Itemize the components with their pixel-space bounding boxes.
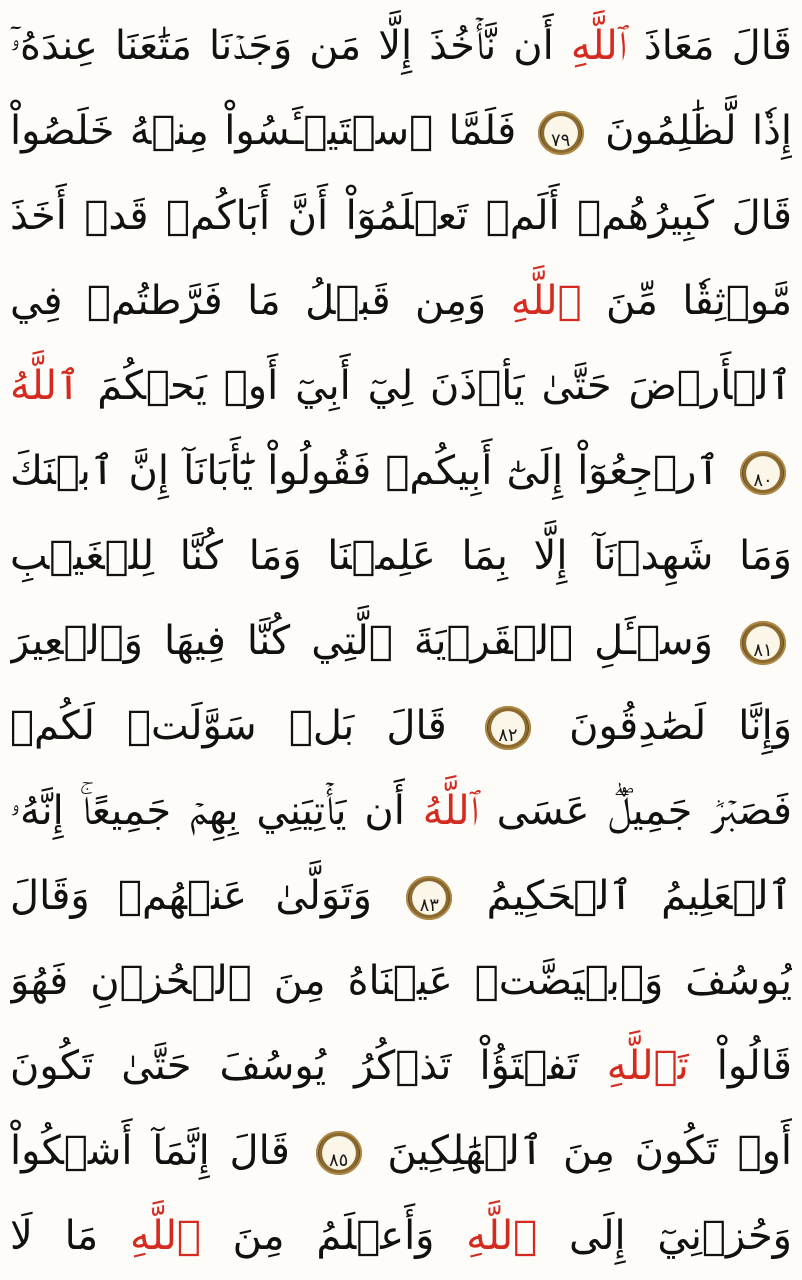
ayah-end-marker-icon	[406, 876, 452, 920]
verse-text: وَمِن قَبۡلُ مَا فَرَّطتُمۡ فِي	[10, 278, 487, 324]
verse-text: ٱلۡأَرۡضَ حَتَّىٰ يَأۡذَنَ لِيٓ أَبِيٓ أَوۡ يَحۡكُمَ	[80, 363, 792, 409]
divine-name-text: ٱللَّهِ	[510, 278, 582, 324]
text-line	[10, 514, 792, 599]
text-line	[10, 174, 792, 259]
verse-text: وَحُزۡنِيٓ إِلَى	[537, 1213, 792, 1259]
ayah-number: ٨٠	[753, 470, 773, 491]
verse-text: وَمَا شَهِدۡنَآ إِلَّا بِمَا عَلِمۡنَا وَمَا كُنَّا لِلۡغَيۡبِ	[10, 533, 792, 579]
verse-text: قَالَ مَعَاذَ	[626, 23, 792, 69]
text-line	[10, 939, 792, 1024]
ayah-number: ٨٣	[419, 895, 439, 916]
verse-text: ٱرۡجِعُوٓاْ إِلَىٰٓ أَبِيكُمۡ فَقُولُواْ يَٰٓأَبَانَآ إِنَّ ٱبۡنَكَ	[10, 448, 720, 494]
verse-text: قَالُواْ	[688, 1043, 792, 1089]
divine-name-text: ٱللَّهُ	[10, 363, 81, 409]
text-line	[10, 1109, 792, 1194]
verse-text: يُوسُفَ وَٱبۡيَضَّتۡ عَيۡنَاهُ مِنَ ٱلۡحُزۡنِ فَهُوَ	[10, 958, 792, 1004]
text-line	[10, 4, 792, 89]
verse-text: وَأَعۡلَمُ مِنَ	[200, 1213, 467, 1259]
verse-text: فَصَبۡرٞ جَمِيلٌۖ عَسَى	[478, 788, 792, 834]
verse-text: وَتَوَلَّىٰ عَنۡهُمۡ وَقَالَ	[10, 873, 372, 919]
ayah-number: ٨٢	[498, 725, 518, 746]
ayah-end-marker-icon	[316, 1131, 362, 1175]
text-line	[10, 599, 792, 684]
verse-text: إِذٗا لَّظَٰلِمُونَ	[605, 108, 792, 154]
text-line	[10, 1194, 792, 1279]
ayah-end-marker-icon	[740, 451, 786, 495]
verse-text: تَفۡتَؤُاْ تَذۡكُرُ يُوسُفَ حَتَّىٰ تَكُونَ	[10, 1043, 579, 1089]
divine-name-text: ٱللَّهِ	[466, 1213, 538, 1259]
ayah-end-marker-icon	[740, 621, 786, 665]
text-line	[10, 854, 792, 939]
verse-text: أَوۡ تَكُونَ مِنَ ٱلۡهَٰلِكِينَ	[387, 1128, 792, 1174]
verse-text: مَا لَا	[10, 1213, 99, 1259]
verse-text: أَن نَّأۡخُذَ إِلَّا مَن وَجَدۡنَا مَتَٰعَنَا عِندَهُۥٓ	[10, 23, 554, 69]
ayah-end-marker-icon	[538, 111, 584, 155]
text-line	[10, 259, 792, 344]
divine-name-text: ٱللَّهُ	[422, 788, 479, 834]
text-line	[10, 429, 792, 514]
ayah-number: ٨١	[753, 640, 773, 661]
verse-text: أَن يَأۡتِيَنِي بِهِمۡ جَمِيعًاۚ إِنَّهُۥ	[10, 788, 405, 834]
ayah-number: ٧٩	[551, 130, 571, 151]
verse-text: وَسۡـَٔلِ ٱلۡقَرۡيَةَ ٱلَّتِي كُنَّا فِيهَا وَٱلۡعِيرَ	[10, 618, 713, 664]
verse-text: قَالَ بَلۡ سَوَّلَتۡ لَكُمۡ	[10, 703, 447, 749]
text-line	[10, 684, 792, 769]
text-line	[10, 1024, 792, 1109]
text-line	[10, 344, 792, 429]
text-line	[10, 89, 792, 174]
verse-text: فَلَمَّا ٱسۡتَيۡـَٔسُواْ مِنۡهُ خَلَصُواْ	[10, 108, 517, 154]
verse-text: قَالَ كَبِيرُهُمۡ أَلَمۡ تَعۡلَمُوٓاْ أَنَّ أَبَاكُمۡ قَدۡ أَخَذَ	[10, 193, 792, 239]
verse-text: ٱلۡعَلِيمُ ٱلۡحَكِيمُ	[486, 873, 792, 919]
divine-name-text: ٱللَّهِ	[570, 23, 627, 69]
verse-text: مَّوۡثِقٗا مِّنَ	[581, 278, 792, 324]
verse-text: وَإِنَّا لَصَٰدِقُونَ	[569, 703, 792, 749]
divine-name-text: تَٱللَّهِ	[606, 1043, 689, 1089]
verse-text: قَالَ إِنَّمَآ أَشۡكُواْ	[10, 1128, 290, 1174]
ayah-end-marker-icon	[485, 706, 531, 750]
divine-name-text: ٱللَّهِ	[130, 1213, 201, 1259]
text-line	[10, 769, 792, 854]
ayah-number: ٨٥	[328, 1150, 349, 1171]
